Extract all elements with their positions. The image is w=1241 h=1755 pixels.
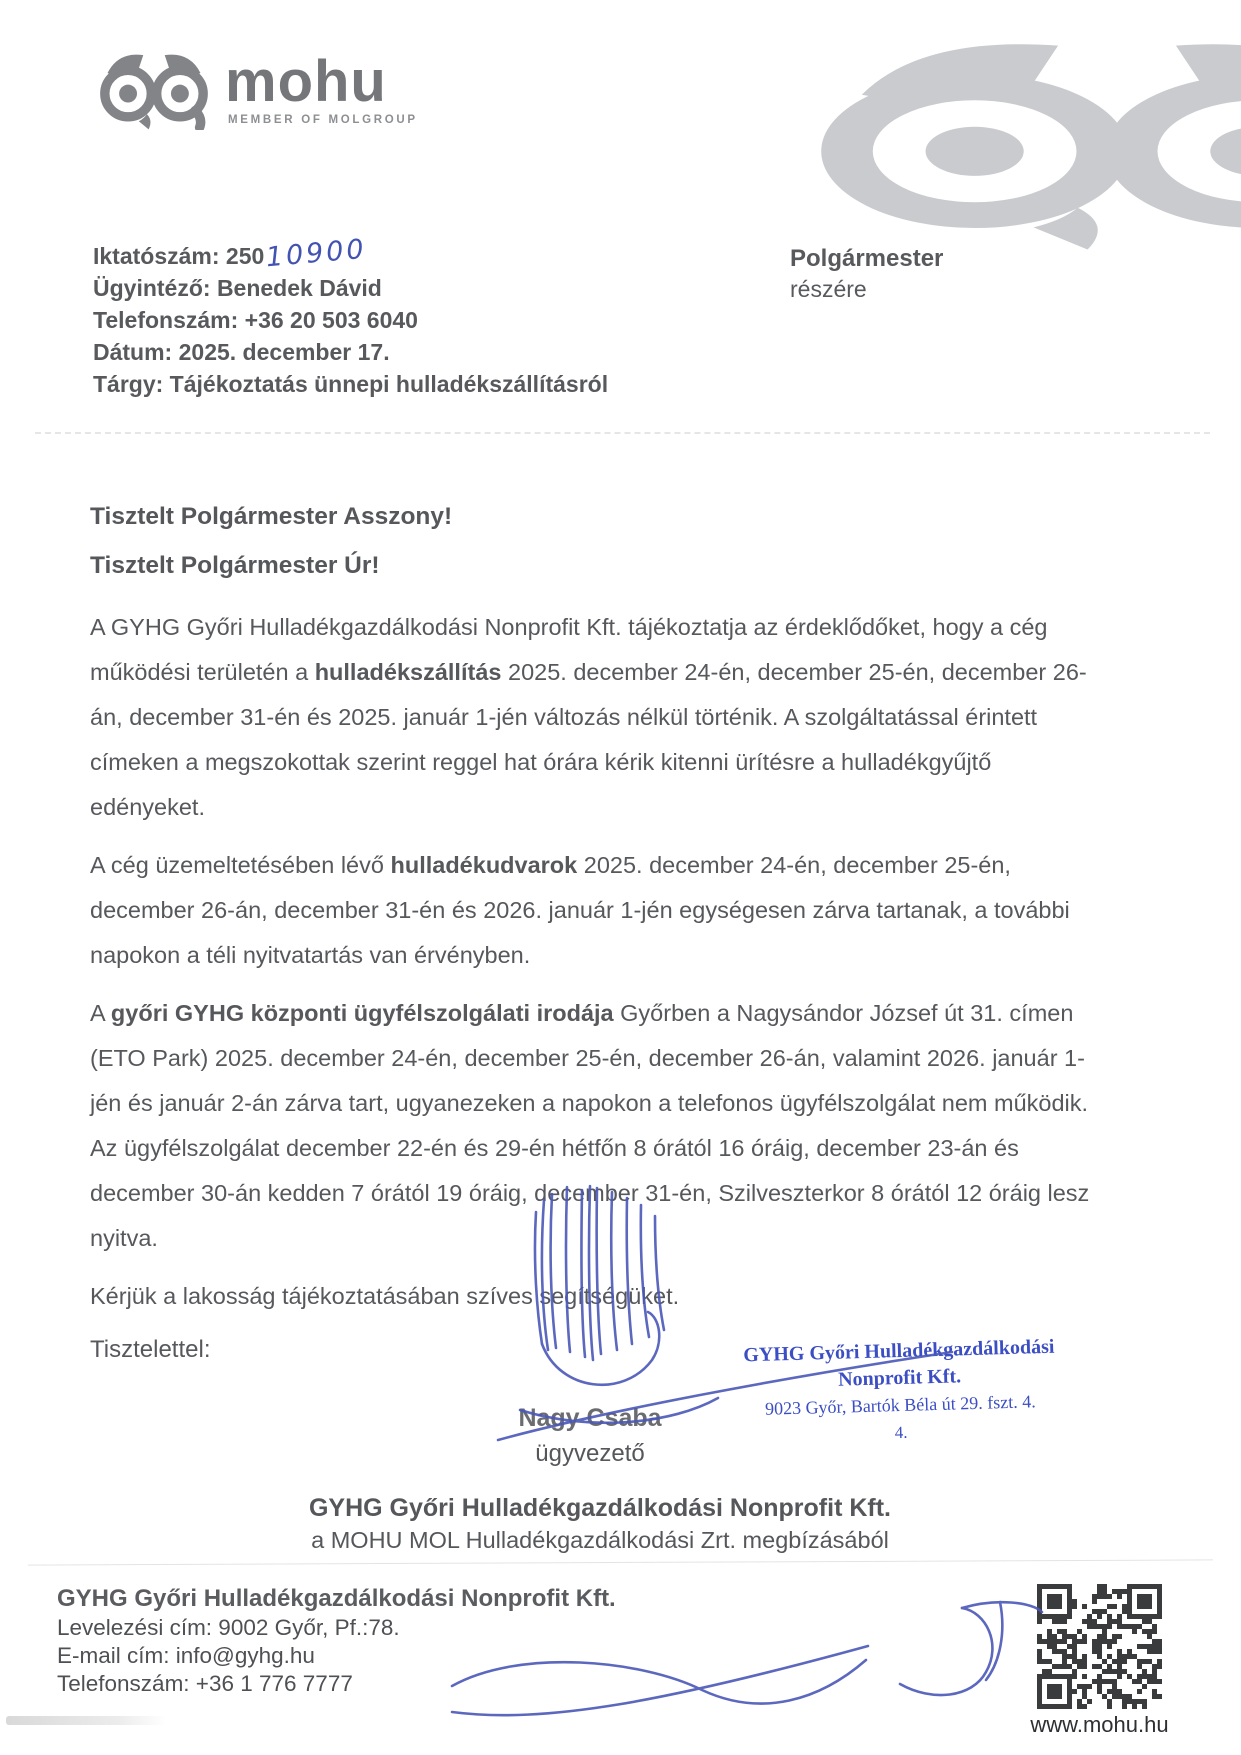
qr-code	[1037, 1584, 1162, 1709]
signatory-title: ügyvezető	[535, 1440, 645, 1467]
letter-meta	[93, 233, 609, 400]
footer-phone: Telefonszám: +36 1 776 7777	[57, 1671, 353, 1696]
salutation	[90, 492, 452, 590]
salutation-line-2: Tisztelt Polgármester Úr!	[90, 552, 380, 579]
company-stamp	[734, 1333, 1067, 1450]
meta-targy: Tárgy: Tájékoztatás ünnepi hulladékszállításról	[93, 371, 609, 397]
logo-wordmark: mohu	[225, 49, 387, 114]
stamp-line-2: Nonprofit Kft.	[837, 1365, 962, 1391]
scan-smudge	[6, 1716, 166, 1725]
letter-body	[90, 605, 1110, 1332]
mohu-logo	[95, 48, 418, 134]
paragraph-customer-service: A győri GYHG központi ügyfélszolgálati irodája Győrben a Nagysándor József út 31. címen (ETO Park) 2025. december 24-én, december 25-én, december 26-án, valamint 2026. január 1-jén és január 2-án zárva tart, ugyanezeken a napokon a telefonos ügyfélszolgálat nem működik. Az ügyfélszolgálat december 22-én és 29-én hétfőn 8 órától 16 óráig, december 23-án és december 30-án kedden 7 órától 19 óráig, december 31-én, Szilveszterkor 8 órától 12 óráig lesz nyitva.	[90, 1000, 1090, 1251]
signatory-name: Nagy Csaba	[518, 1404, 662, 1432]
footer-email: E-mail cím: info@gyhg.hu	[57, 1643, 315, 1668]
paragraph-request: Kérjük a lakosság tájékoztatásában szíves segítségüket.	[90, 1283, 680, 1309]
stamp-line-1: GYHG Győri Hulladékgazdálkodási	[743, 1335, 1055, 1367]
paragraph-waste-collection: A GYHG Győri Hulladékgazdálkodási Nonprofit Kft. tájékoztatja az érdeklődőket, hogy a cég működési területén a hulladékszállítás 2025. december 24-én, december 25-én, december 26-án, december 31-én és 2025. január 1-jén változás nélkül történik. A szolgáltatással érintett címeken a megszokottak szerint reggel hat órára kérik kitenni ürítésre a hulladékgyűjtő edényeket.	[90, 614, 1087, 820]
owl-watermark	[793, 26, 1241, 252]
logo-tagline: MEMBER OF MOLGROUP	[228, 114, 418, 126]
meta-datum: Dátum: 2025. december 17.	[93, 339, 390, 365]
stamp-line-3: 9023 Győr, Bartók Béla út 29. fszt. 4.	[764, 1391, 1036, 1419]
handwritten-case-number: 10900	[264, 233, 369, 274]
paragraph-waste-yards: A cég üzemeltetésében lévő hulladékudvarok 2025. december 24-én, december 25-én, december 26-án, december 31-én és 2026. január 1-jén egységesen zárva tartanak, a további napokon a téli nyitvatartás van érvényben.	[90, 852, 1070, 968]
company-mandate: a MOHU MOL Hulladékgazdálkodási Zrt. megbízásából	[311, 1527, 889, 1553]
salutation-line-1: Tisztelt Polgármester Asszony!	[90, 503, 453, 530]
footer-address: Levelezési cím: 9002 Győr, Pf.:78.	[57, 1615, 400, 1640]
meta-iktatoszam: Iktatószám: 25010900	[93, 233, 369, 274]
dashed-separator	[35, 432, 1210, 434]
company-name: GYHG Győri Hulladékgazdálkodási Nonprofit Kft.	[308, 1494, 891, 1522]
recipient-title: Polgármester	[790, 245, 944, 272]
meta-telefonszam: Telefonszám: +36 20 503 6040	[93, 307, 418, 333]
stamp-line-4: 4.	[894, 1422, 908, 1443]
recipient-block	[790, 243, 943, 305]
closing-salutation: Tisztelettel:	[90, 1336, 211, 1363]
recipient-subtitle: részére	[790, 276, 867, 302]
footer-separator	[28, 1559, 1213, 1565]
owl-icon	[95, 48, 213, 134]
company-block	[180, 1492, 1020, 1556]
footer-website: www.mohu.hu	[1030, 1712, 1169, 1737]
footer-company: GYHG Győri Hulladékgazdálkodási Nonprofit Kft.	[57, 1585, 616, 1612]
meta-ugyintezo: Ügyintéző: Benedek Dávid	[93, 275, 382, 301]
footer-contact-block	[57, 1584, 616, 1698]
